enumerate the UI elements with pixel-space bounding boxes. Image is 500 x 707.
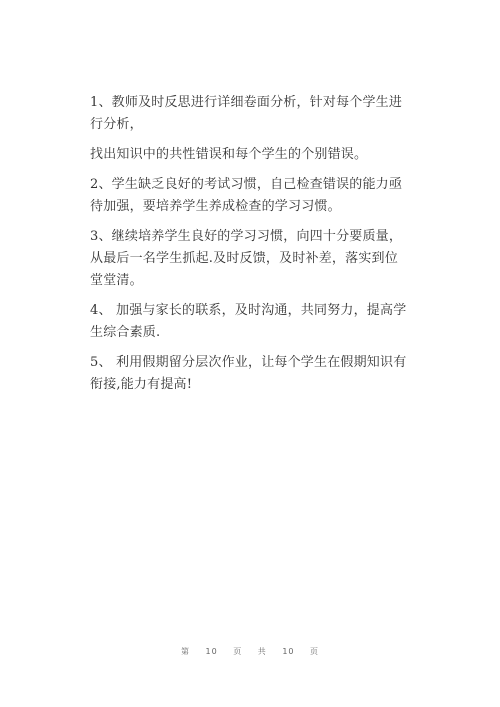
footer-total-pages: 10 — [282, 647, 295, 656]
paragraph-2: 找出知识中的共性错误和每个学生的个别错误。 — [90, 147, 368, 162]
paragraph-3: 2、学生缺乏良好的考试习惯，自己检查错误的能力亟待加强，要培养学生养成检查的学习习惯。 — [90, 177, 403, 214]
footer-page-word: 页 — [233, 647, 243, 656]
footer-prefix: 第 — [180, 647, 190, 656]
paragraph-5: 4、 加强与家长的联系，及时沟通，共同努力，提高学生综合素质. — [90, 303, 407, 340]
paragraph-6: 5、 利用假期留分层次作业，让每个学生在假期知识有衔接,能力有提高! — [90, 355, 407, 392]
document-body — [90, 92, 410, 404]
page-footer — [0, 646, 500, 657]
footer-page-word-2: 页 — [310, 647, 320, 656]
footer-current-page: 10 — [205, 647, 218, 656]
paragraph-4: 3、继续培养学生良好的学习习惯，向四十分要质量，从最后一名学生抓起.及时反馈，及时补差，落实到位堂堂清。 — [90, 229, 403, 288]
footer-total-label: 共 — [257, 647, 267, 656]
paragraph-1: 1、教师及时反思进行详细卷面分析，针对每个学生进行分析， — [90, 95, 403, 132]
